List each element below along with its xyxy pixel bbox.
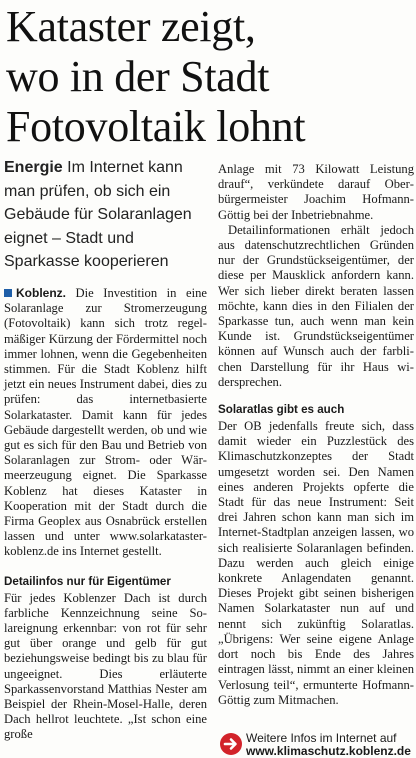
headline-line-2: wo in der Stadt [6, 52, 270, 101]
article-lead: Die Investition in eine Solaranlage zur Stromerzeugung (Fotovoltaik) kann sich trotz regelmäßiger Kürzung der Fördermittel noch immer lohnen, wenn die Gegebenheiten stimmen. Für die Stadt Koblenz hilft jetzt ein neues Instrument dabei, dies zu prüfen: das internetbasierte Solarkataster. Damit kann für jedes Gebäude dargestellt werden, ob und wie gut es sich für den Bau und Betrieb von Solaranlagen zur Strom- oder Wärmeerzeugung eignet. Die Sparkasse Koblenz hat dieses Kataster in Kooperation mit der Stadt durch die Firma Geoplex aus Osnabrück erstellen lassen und unter www.solarkataster-koblenz.de ins Internet gestellt. [4, 285, 207, 559]
article-paragraph-3: Anlage mit 73 Kilowatt Leistung drauf“, verkündete darauf Oberbürgermeister Joachim Hofmann-Göttig bei der Inbetriebnahme. [218, 162, 414, 222]
headline-line-3: Fotovoltaik lohnt [6, 102, 306, 151]
subhead-detailinfos: Detailinfos nur für Eigentümer [4, 574, 171, 588]
web-info-text [246, 732, 411, 758]
headline-line-1: Kataster zeigt, [6, 2, 256, 51]
article-paragraph-4: Detailinformationen erhält jedoch aus datenschutzrechtlichen Gründen nur der Grundstückseigentümer, der diese per Mausklick anfordern kann. Wer sich lieber direkt beraten lassen möchte, kann dies in den Filialen der Sparkasse tun, auch wenn man kein Kunde ist. Grundstückseigentümer können auf Wunsch auch der farblichen Darstellung für ihr Haus widersprechen. [218, 222, 414, 389]
article-body-right [218, 162, 414, 708]
teaser [4, 156, 207, 274]
web-info-url[interactable]: www.klimaschutz.koblenz.de [246, 744, 411, 758]
article-paragraph-5: Der OB jedenfalls freute sich, dass damit wieder ein Puzzlestück des Klimaschutzkonzeptes der Stadt umgesetzt worden sei. Den Namen eines anderen Projekts opferte die Stadt für das neue Instrument: Seit drei Jahren schon kann man sich im Internet-Stadtplan anzeigen lassen, wo sich realisierte Solaranlagen befinden. Dazu werden auch gleich einige konkrete Anlagendaten genannt. Dieses Projekt gibt seinen bisherigen Namen Solarkataster nun auf und nennt sich zukünftig Solaratlas. „Übrigens: Wer seine eigene Anlage dort noch bis Ende des Jahres eintragen lässt, nimmt an einer kleinen Verlosung teil“, ermunterte Hofmann-Göttig zum Mitmachen. [218, 419, 414, 707]
teaser-kicker: Energie [4, 159, 63, 176]
article-paragraph-2: Für jedes Koblenzer Dach ist durch farbliche Kennzeichnung seine Solareignung erkennbar: von rot für sehr gut über orange und gelb für gut beziehungsweise bedingt bis zu blau für ungeeignet. Dies erläuterte Sparkassenvorstand Matthias Nester am Beispiel der Rhein-Mosel-Halle, deren Dach hellrot leuchtete. „Ist schon eine große [4, 590, 207, 742]
teaser-text: Im Internet kann man prüfen, ob sich ein Gebäude für Solaranlagen eignet – Stadt und Sparkasse kooperieren [4, 159, 192, 271]
subhead-solaratlas: Solaratlas gibt es auch [218, 403, 345, 417]
headline [6, 2, 412, 152]
dateline-square-icon [4, 289, 12, 297]
arrow-right-icon [220, 733, 242, 755]
web-info-label: Weitere Infos im Internet auf [246, 731, 397, 745]
web-info-box [218, 732, 414, 758]
article-column-left [4, 159, 207, 743]
article-body-left [4, 286, 207, 743]
dateline: Koblenz. [16, 285, 66, 300]
article-column-right [218, 162, 414, 708]
